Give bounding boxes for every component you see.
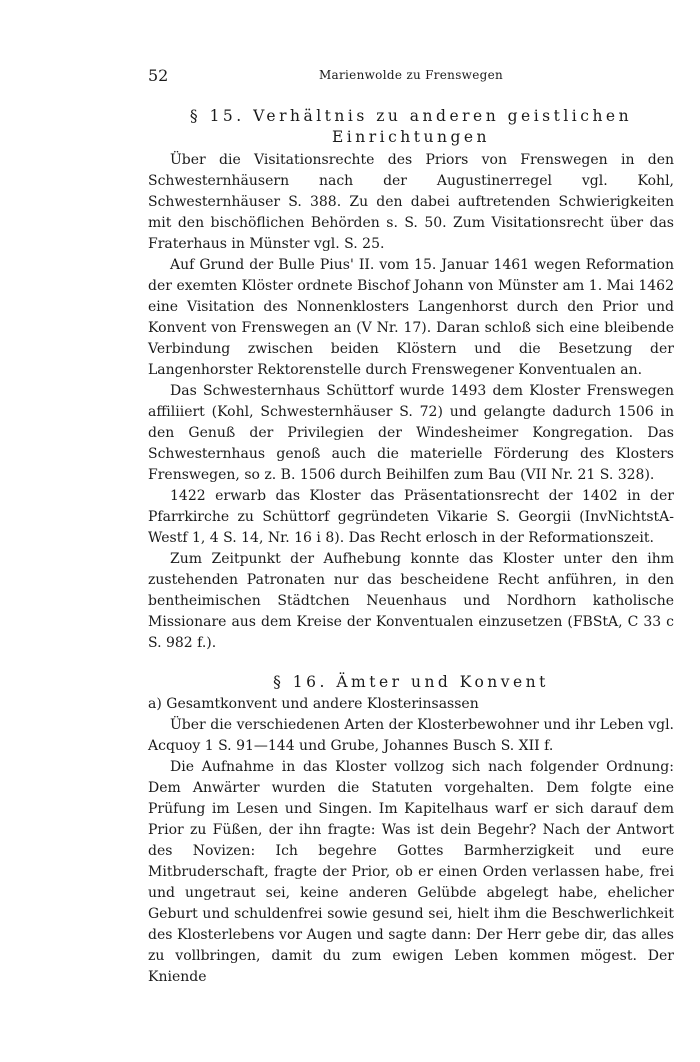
section-15-heading	[148, 106, 674, 148]
paragraph: Auf Grund der Bulle Pius' II. vom 15. Januar 1461 wegen Reformation der exemten Klöster ordnete Bischof Johann von Münster am 1. Mai 1462 eine Visitation des Nonnenklosters Langenhorst durch den Prior und Konvent von Frenswegen an (V Nr. 17). Daran schloß sich eine bleibende Verbindung zwischen beiden Klöstern und die Besetzung der Langenhorster Rektorenstelle durch Frenswegener Konventualen an.	[148, 257, 674, 378]
paragraph: Zum Zeitpunkt der Aufhebung konnte das Kloster unter den ihm zustehenden Patronaten nur das bescheidene Recht anführen, in den bentheimischen Städtchen Neuenhaus und Nordhorn katholische Missionare aus dem Kreise der Konventualen einzusetzen (FBStA, C 33 c S. 982 f.).	[148, 551, 674, 651]
page-header	[148, 66, 674, 88]
paragraph: Die Aufnahme in das Kloster vollzog sich nach folgender Ordnung: Dem Anwärter wurden die Statuten vorgehalten. Dem folgte eine Prüfung im Lesen und Singen. Im Kapitelhaus warf er sich darauf dem Prior zu Füßen, der ihn fragte: Was ist dein Begehr? Nach der Antwort des Novizen: Ich begehre Gottes Barmherzigkeit und eure Mitbruderschaft, fragte der Prior, ob er einen Orden verlassen habe, frei und ungetraut sei, keine anderen Gelübde abgelegt habe, ehelicher Geburt und schuldenfrei sowie gesund sei, hielt ihm die Beschwerlichkeit des Klosterlebens vor Augen und sagte dann: Der Herr gebe dir, das alles zu vollbringen, damit du zum ewigen Leben kommen mögest. Der Kniende	[148, 759, 674, 985]
paragraph: Über die Visitationsrechte des Priors von Frenswegen in den Schwesternhäusern nach der Augustinerregel vgl. Kohl, Schwesternhäuser S. 388. Zu den dabei auftretenden Schwierigkeiten mit den bischöflichen Behörden s. S. 50. Zum Visitationsrecht über das Fraterhaus in Münster vgl. S. 25.	[148, 152, 674, 252]
section-15-heading-line2: Einrichtungen	[331, 128, 491, 146]
running-title: Marienwolde zu Frenswegen	[318, 68, 504, 82]
section-15-heading-line1: § 15. Verhältnis zu anderen geistlichen	[189, 107, 633, 125]
page-number: 52	[148, 66, 169, 85]
paragraph: 1422 erwarb das Kloster das Präsentationsrecht der 1402 in der Pfarrkirche zu Schüttorf gegründeten Vikarie S. Georgii (InvNichtstA-Westf 1, 4 S. 14, Nr. 16 i 8). Das Recht erlosch in der Reformationszeit.	[148, 488, 674, 546]
paragraph: Über die verschiedenen Arten der Klosterbewohner und ihr Leben vgl. Acquoy 1 S. 91—144 und Grube, Johannes Busch S. XII f.	[148, 717, 674, 754]
subsection-heading: a) Gesamtkonvent und andere Klosterinsassen	[148, 696, 479, 712]
section-16-heading: § 16. Ämter und Konvent	[273, 673, 549, 691]
page-body	[148, 106, 674, 988]
paragraph: Das Schwesternhaus Schüttorf wurde 1493 dem Kloster Frenswegen affiliiert (Kohl, Schwesternhäuser S. 72) und gelangte dadurch 1506 in den Genuß der Privilegien der Windesheimer Kongregation. Das Schwesternhaus genoß auch die materielle Förderung des Klosters Frenswegen, so z. B. 1506 durch Beihilfen zum Bau (VII Nr. 21 S. 328).	[148, 383, 674, 483]
